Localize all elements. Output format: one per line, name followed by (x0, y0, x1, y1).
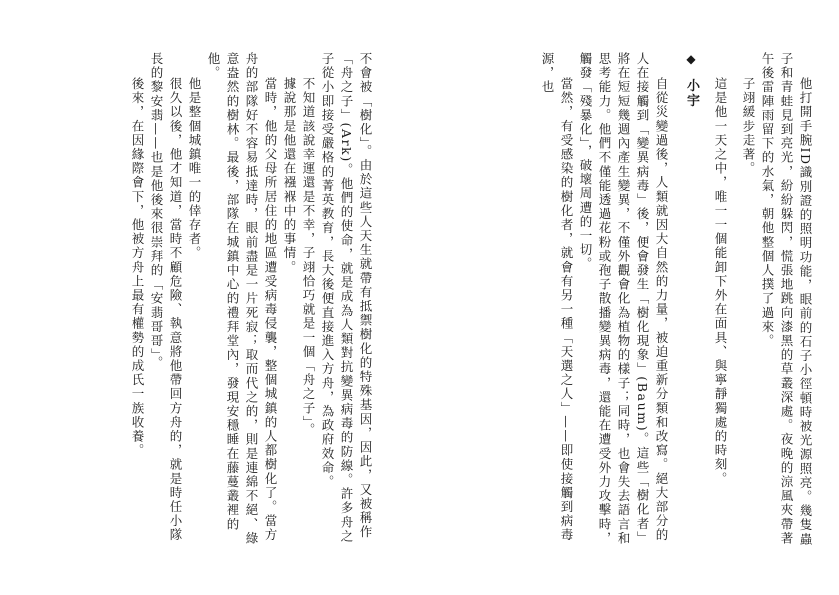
paragraph: 這是他一天之中，唯一一個能卸下外在面具、與寧靜獨處的時刻。 (713, 77, 728, 486)
paragraph: 後來，在因緣際會下，他被方舟上最有權勢的成氏一族收養。 (130, 77, 145, 458)
paragraph: 不知道該說幸運還是不幸，子翊恰巧就是一個「舟之子」。 (301, 77, 316, 438)
paragraph: 很久以後，他才知道，當時不顧危險、執意將他帶回方舟的，就是時任小隊長的黎安翡——也是他後來很崇拜的「安翡哥哥」。 (149, 52, 183, 543)
paragraph: 當然，有受感染的樹化者，就會有另一種「天選之人」——即使接觸到病毒源，也 (540, 52, 574, 543)
paragraph: 他是整個城鎮唯一的倖存者。 (187, 77, 202, 261)
paragraph: 當時，他的父母所居住的地區遭受病毒侵襲，整個城鎮的人都樹化了。當方舟的部隊好不容易抵達時，眼前盡是一片死寂；取而代之的，則是連綿不絕、綠意盎然的樹林。最後，部隊在城鎮中心的禮拜堂內，發現安穩睡在藤蔓叢裡的他。 (206, 52, 278, 546)
section-heading-title: 小宇 (684, 78, 699, 109)
paragraph: 自從災變過後，人類就因大自然的力量，被迫重新分類和改寫。絕大部分的人在接觸到「變異病毒」後，便會發生「樹化現象」(Baum)。這些「樹化者」將在短短幾週內產生變異，不僅外觀會化為植物的樣子；同時，也會失去語言和思考能力。他們不僅能透過花粉或孢子散播變異病毒，還能在遭受外力攻擊時，觸發「殘暴化」，破壞周遭的一切。 (578, 52, 669, 546)
paragraph: 他打開手腕ID識別證的照明功能，眼前的石子小徑頓時被光源照亮。幾隻蟲子和青蛙見到亮光，紛紛躲閃，慌張地跳向漆黑的草叢深處。夜晚的涼風夾帶著午後雷陣雨留下的水氣，朝他整個人撲了過來。 (760, 52, 813, 547)
paragraph: 子翊緩步走著。 (741, 77, 756, 176)
paragraph: 據說那是他還在襁褓中的事情。 (282, 77, 297, 275)
diamond-icon: ◆ (684, 52, 698, 68)
left-page (45, 52, 375, 552)
page-gutter (419, 0, 420, 595)
right-page (470, 52, 815, 552)
paragraph: 不會被「樹化」。由於這些人天生就帶有抵禦樹化的特殊基因，因此，又被稱作「舟之子」(Ark)。他們的使命，就是成為人類對抗變異病毒的防線。許多舟之子從小即接受嚴格的菁英教育，長大後便直接進入方舟，為政府效命。 (320, 52, 373, 544)
section-heading (681, 52, 701, 552)
